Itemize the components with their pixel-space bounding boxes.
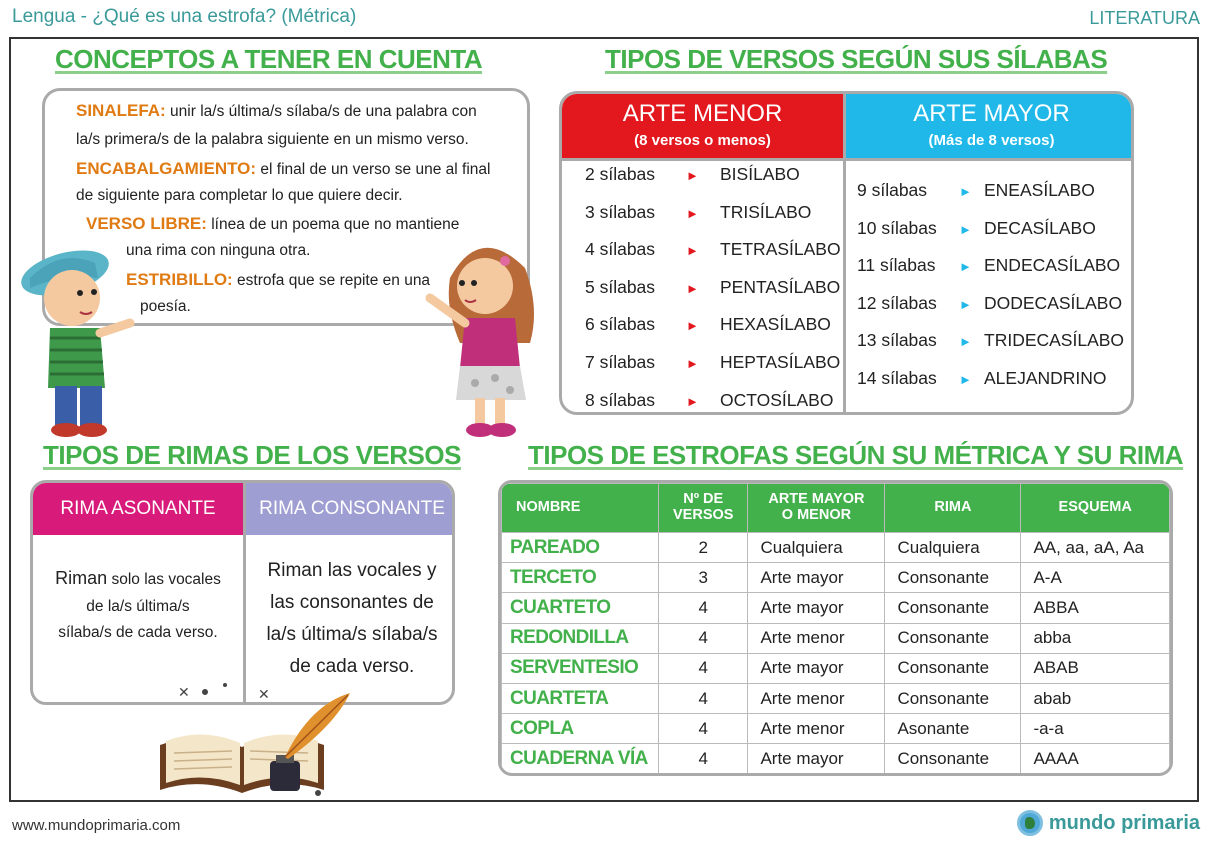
girl-illustration [420,228,550,440]
rhyme-scheme: ABAB [1021,653,1170,683]
arte-type: Arte mayor [748,593,885,623]
rhyme-type: Consonante [885,653,1021,683]
estribillo-line [126,270,430,291]
consonante-line-2: las consonantes de [270,591,434,613]
verse-count: 4 [659,623,748,653]
rhyme-scheme: AA, aa, aA, Aa [1021,533,1170,563]
brand-logo[interactable] [1017,810,1200,836]
arte-type: Arte menor [748,714,885,744]
syllable-count: 3 sílabas [585,201,656,222]
rhyme-type: Consonante [885,593,1021,623]
arrow-right-icon: ► [686,205,699,221]
verse-type-name: HEPTASÍLABO [720,352,841,372]
estrofa-name: CUARTETA [502,683,659,713]
consonante-line-3: la/s última/s sílaba/s [266,623,438,645]
estrofa-name: REDONDILLA [502,623,659,653]
syllable-count: 4 sílabas [585,239,656,260]
table-row [502,683,1170,713]
page-title: Lengua - ¿Qué es una estrofa? (Métrica) [12,6,357,27]
arrow-right-icon: ► [686,280,699,296]
syllable-count: 5 sílabas [585,276,656,297]
brand-name: mundo primaria [1048,811,1200,834]
table-row [502,744,1170,774]
table-row [502,714,1170,744]
arrow-right-icon: ► [686,356,699,371]
encabalgamiento-line [76,159,490,180]
syllable-count: 9 sílabas [857,180,928,200]
globe-icon [1017,810,1043,836]
rhyme-scheme: abab [1021,683,1170,713]
encabalgamiento-def-2: de siguiente para completar lo que quiere decir. [76,187,403,204]
svg-text:✕: ✕ [258,687,270,703]
arte-mayor-sub: (Más de 8 versos) [928,132,1055,149]
consonante-line-4: de cada verso. [289,655,415,677]
verse-type-name: TETRASÍLABO [720,239,841,260]
estrofas-title: TIPOS DE ESTROFAS SEGÚN SU MÉTRICA Y SU RIMA [528,440,1184,470]
estrofa-name: PAREADO [502,533,659,563]
rhyme-type: Consonante [885,623,1021,653]
estrofa-name: CUARTETO [502,593,659,623]
arte-mayor-label: ARTE MAYOR [913,100,1070,127]
verso-libre-def: línea de un poema que no mantiene [211,216,460,233]
syllable-count: 14 sílabas [857,368,937,388]
verse-count: 2 [659,533,748,563]
syllable-count: 8 sílabas [585,389,656,410]
syllable-count: 11 sílabas [857,255,936,276]
col-rima-header: RIMA [885,484,1021,533]
rima-consonante-text [246,555,455,683]
table-row [502,563,1170,593]
verse-type-name: PENTASÍLABO [720,276,841,297]
verse-type-name: ALEJANDRINO [984,368,1107,388]
estribillo-term: ESTRIBILLO: [126,270,233,289]
estrofa-name: COPLA [502,714,659,744]
arrow-right-icon: ► [686,168,699,183]
arrow-right-icon: ► [959,184,972,199]
asonante-line-1 [33,563,243,594]
verses-title: TIPOS DE VERSOS SEGÚN SUS SÍLABAS [605,44,1108,74]
arte-mayor-header [846,94,1134,158]
syllable-count: 6 sílabas [585,314,656,335]
arrow-right-icon: ► [959,221,972,237]
arrow-right-icon: ► [686,318,699,334]
rhyme-type: Consonante [885,563,1021,593]
arte-type: Arte menor [748,623,885,653]
verse-type-name: DODECASÍLABO [984,292,1123,313]
rima-consonante-header: RIMA CONSONANTE [246,483,455,535]
col-arte-header: ARTE MAYOR O MENOR [748,484,885,533]
arte-menor-header [562,94,843,158]
syllable-count: 7 sílabas [585,352,656,372]
arte-menor-sub: (8 versos o menos) [634,132,771,149]
arte-type: Arte mayor [748,563,885,593]
verse-type-name: HEXASÍLABO [720,314,831,335]
estrofa-name: SERVENTESIO [502,653,659,683]
arte-type: Arte mayor [748,744,885,774]
rhyme-type: Asonante [885,714,1021,744]
rhyme-scheme: AAAA [1021,744,1170,774]
syllable-count: 10 sílabas [857,217,937,238]
arte-menor-label: ARTE MENOR [622,100,783,127]
rimas-table [30,480,455,705]
verse-type-name: TRIDECASÍLABO [984,330,1125,351]
asonante-rest: solo las vocales [111,571,221,588]
arte-type: Arte menor [748,683,885,713]
estrofas-table [498,480,1173,776]
sinalefa-def-2: la/s primera/s de la palabra siguiente en un mismo verso. [76,131,469,148]
verse-count: 4 [659,714,748,744]
rhyme-scheme: -a-a [1021,714,1170,744]
asonante-line-3: sílaba/s de cada verso. [58,623,218,641]
rhyme-type: Consonante [885,683,1021,713]
rhyme-scheme: ABBA [1021,593,1170,623]
verse-type-name: ENDECASÍLABO [984,255,1121,276]
arrow-right-icon: ► [959,259,972,275]
verse-count: 4 [659,593,748,623]
table-row [502,593,1170,623]
svg-text:✕: ✕ [178,685,190,701]
sinalefa-term: SINALEFA: [76,101,166,120]
syllable-count: 13 sílabas [857,330,937,351]
rhyme-type: Cualquiera [885,533,1021,563]
rima-asonante-header: RIMA ASONANTE [33,483,243,535]
arrow-right-icon: ► [959,296,972,312]
rhyme-type: Consonante [885,744,1021,774]
verse-count: 4 [659,653,748,683]
subject-label: LITERATURA [1089,8,1200,28]
boy-illustration [10,228,140,440]
col-nombre-header: NOMBRE [502,484,659,533]
verse-count: 3 [659,563,748,593]
asonante-line-2: de la/s última/s [86,597,190,615]
verses-divider [843,94,846,415]
rima-asonante-text [33,563,243,646]
verses-table [559,91,1134,415]
encabalgamiento-def: el final de un verso se une al final [260,161,491,178]
estrofa-name: CUADERNA VÍA [502,744,659,774]
arrow-right-icon: ► [686,393,699,409]
estrofas-body [502,533,1170,775]
col-versos-header: Nº DE VERSOS [659,484,748,533]
arte-type: Arte mayor [748,653,885,683]
rhyme-scheme: A-A [1021,563,1170,593]
consonante-line-1: Riman las vocales y [267,560,437,581]
verso-libre-line [86,214,459,235]
sinalefa-line [76,101,477,122]
arrow-right-icon: ► [959,372,972,387]
estribillo-def: estrofa que se repite en una [237,272,431,289]
verse-type-name: ENEASÍLABO [984,180,1095,200]
verso-libre-def-2: una rima con ninguna otra. [126,242,311,259]
concepts-title: CONCEPTOS A TENER EN CUENTA [55,44,483,74]
table-row [502,533,1170,563]
estrofa-name: TERCETO [502,563,659,593]
verse-type-name: BISÍLABO [720,164,800,184]
arrow-right-icon: ► [959,334,972,350]
syllable-count: 12 sílabas [857,292,937,313]
asonante-word: Riman [55,568,108,588]
book-quill-illustration [150,675,360,800]
rimas-title: TIPOS DE RIMAS DE LOS VERSOS [43,440,461,470]
table-row [502,623,1170,653]
verse-count: 4 [659,744,748,774]
footer-url[interactable]: www.mundoprimaria.com [12,817,181,834]
syllable-count: 2 sílabas [585,164,656,184]
verse-type-name: DECASÍLABO [984,217,1096,238]
estribillo-def-2: poesía. [140,298,191,315]
sinalefa-def: unir la/s última/s sílaba/s de una palabra con [170,103,477,120]
table-row [502,653,1170,683]
estrofas-header-row [502,484,1170,533]
encabalgamiento-term: ENCABALGAMIENTO: [76,159,257,178]
verses-header-rule [562,158,1134,161]
col-esquema-header: ESQUEMA [1021,484,1170,533]
verse-type-name: OCTOSÍLABO [720,389,834,410]
arrow-right-icon: ► [686,243,699,259]
arte-type: Cualquiera [748,533,885,563]
verso-libre-term: VERSO LIBRE: [86,214,207,233]
verse-count: 4 [659,683,748,713]
rhyme-scheme: abba [1021,623,1170,653]
verse-type-name: TRISÍLABO [720,201,812,222]
